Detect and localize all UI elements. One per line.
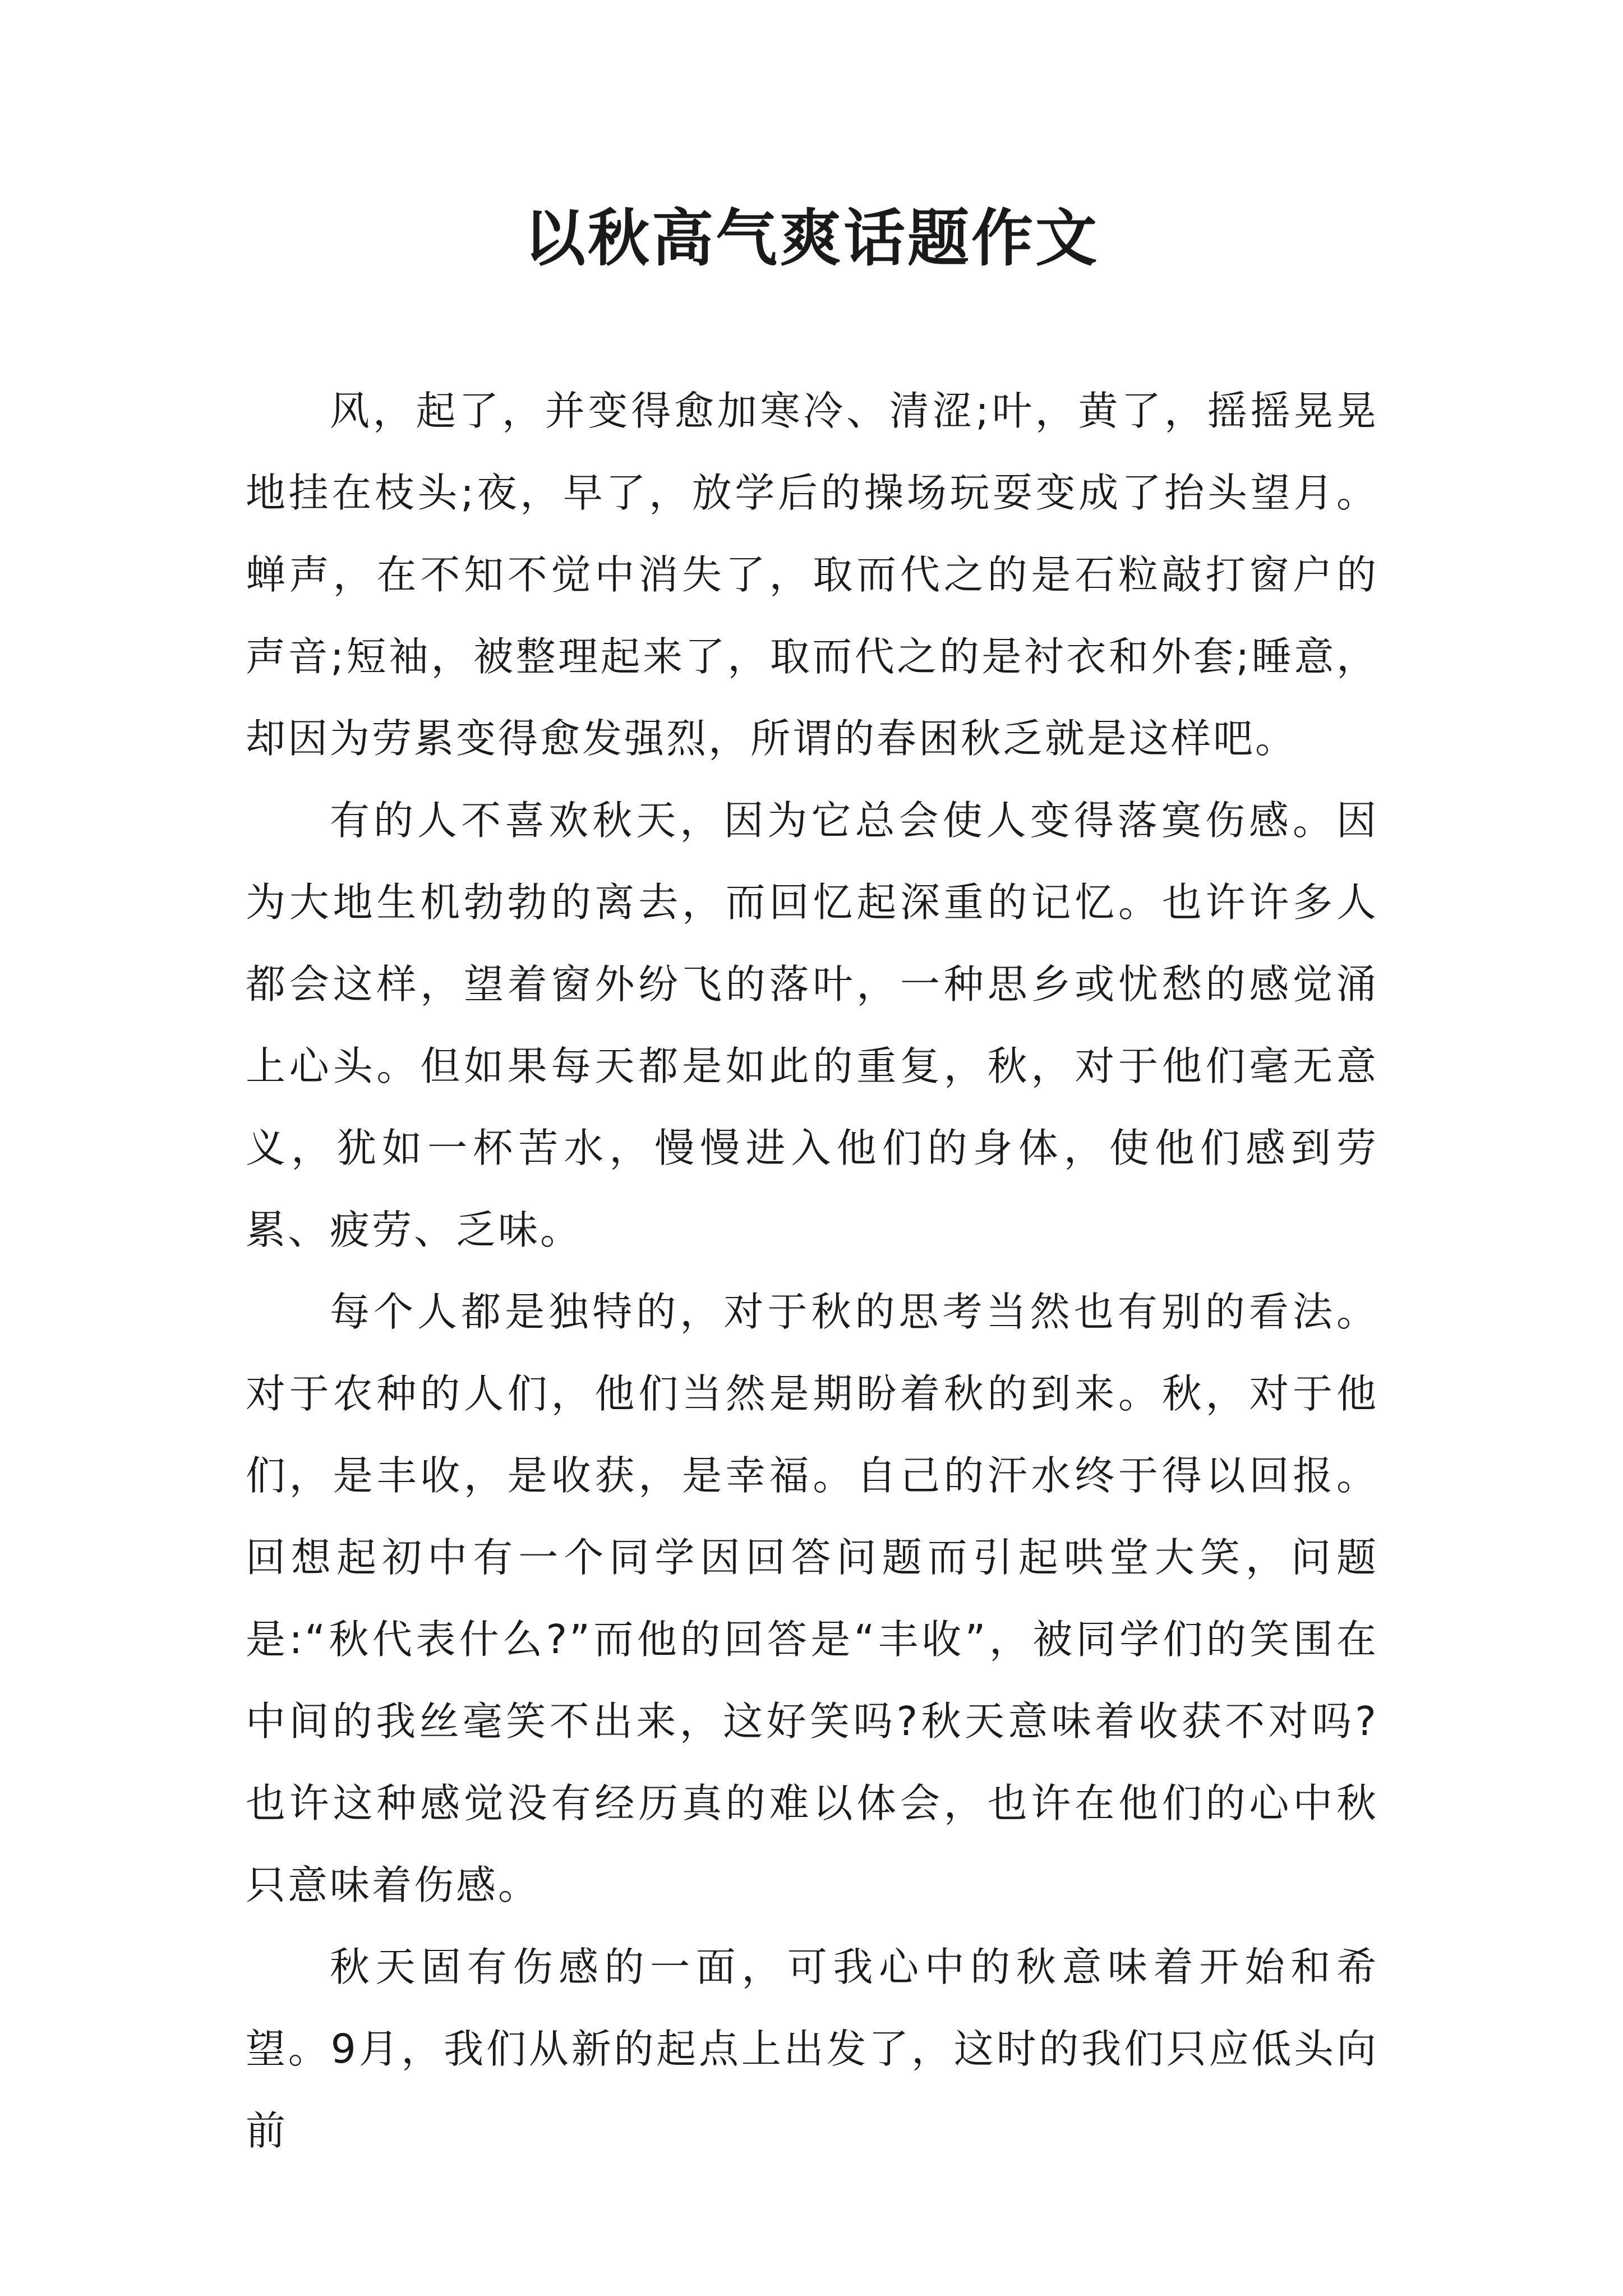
- paragraph-1: 风，起了，并变得愈加寒冷、清涩;叶，黄了，摇摇晃晃地挂在枝头;夜，早了，放学后的操场玩耍变成了抬头望月。蝉声，在不知不觉中消失了，取而代之的是石粒敲打窗户的声音;短袖，被整理起来了，取而代之的是衬衣和外套;睡意，却因为劳累变得愈发强烈，所谓的春困秋乏就是这样吧。: [246, 388, 1378, 762]
- paragraph-3: 每个人都是独特的，对于秋的思考当然也有别的看法。对于农种的人们，他们当然是期盼着秋的到来。秋，对于他们，是丰收，是收获，是幸福。自己的汗水终于得以回报。回想起初中有一个同学因回答问题而引起哄堂大笑，问题是:“秋代表什么?”而他的回答是“丰收”，被同学们的笑围在中间的我丝毫笑不出来，这好笑吗?秋天意味着收获不对吗?也许这种感觉没有经历真的难以体会，也许在他们的心中秋只意味着伤感。: [246, 1289, 1378, 1908]
- paragraph-4: 秋天固有伤感的一面，可我心中的秋意味着开始和希望。9月，我们从新的起点上出发了，这时的我们只应低头向前: [246, 1944, 1378, 2154]
- document-title: 以秋高气爽话题作文: [524, 202, 1099, 274]
- document-body: [246, 370, 1378, 2172]
- paragraph-2: 有的人不喜欢秋天，因为它总会使人变得落寞伤感。因为大地生机勃勃的离去，而回忆起深重的记忆。也许许多人都会这样，望着窗外纷飞的落叶，一种思乡或忧愁的感觉涌上心头。但如果每天都是如此的重复，秋，对于他们毫无意义，犹如一杯苦水，慢慢进入他们的身体，使他们感到劳累、疲劳、乏味。: [246, 797, 1378, 1253]
